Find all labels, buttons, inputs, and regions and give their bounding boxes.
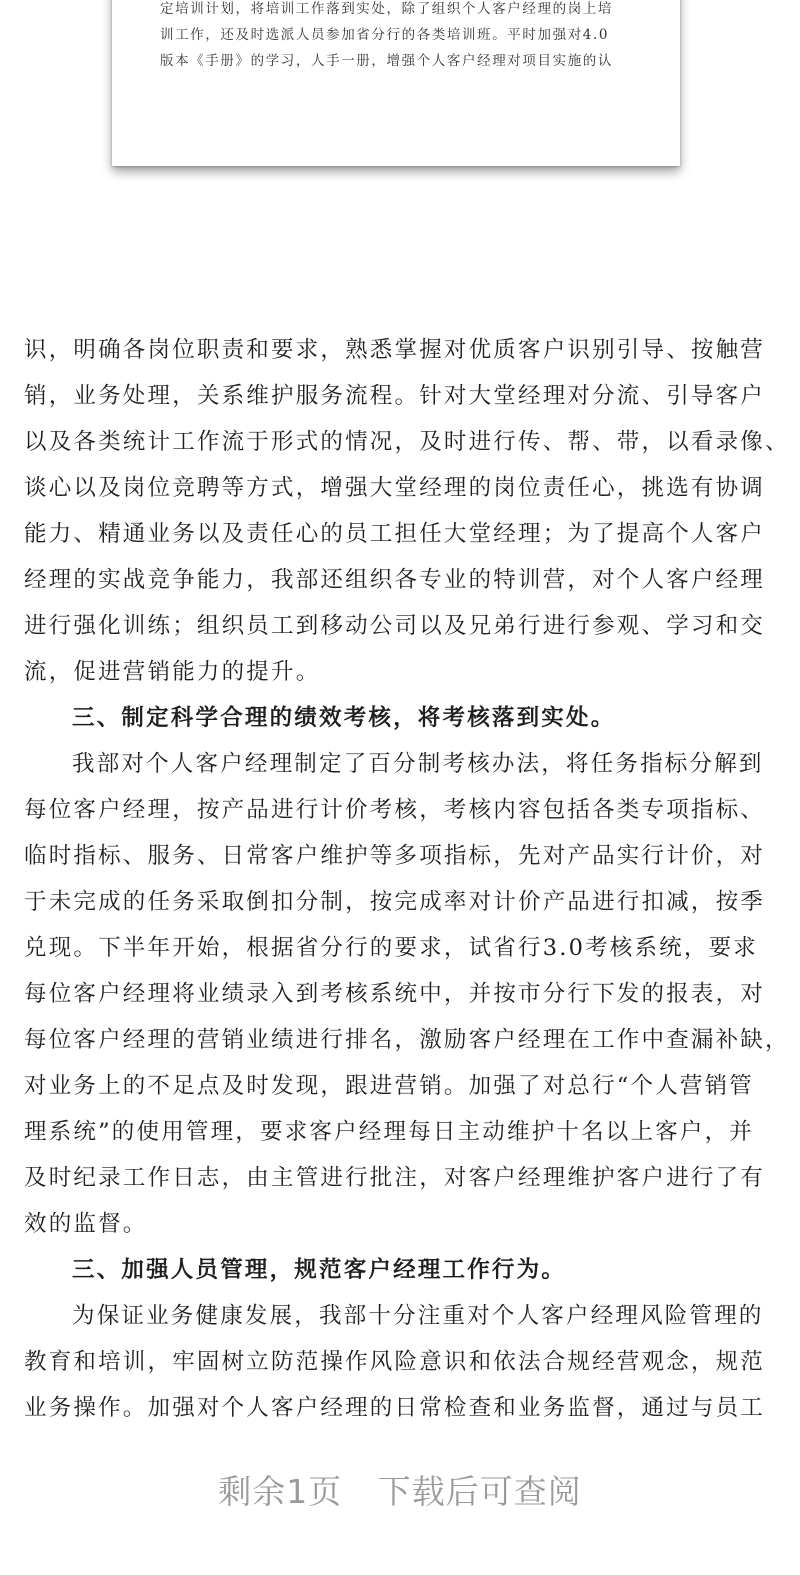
paragraph-line: 业务操作。加强对个人客户经理的日常检查和业务监督，通过与员工 <box>24 1395 766 1421</box>
paragraph-line: 理系统”的使用管理，要求客户经理每日主动维护十名以上客户，并 <box>24 1119 755 1145</box>
section-heading: 三、制定科学合理的绩效考核，将考核落到实处。 <box>72 705 616 731</box>
preview-line: 训工作，还及时选派人员参加省分行的各类培训班。平时加强对4.0 <box>160 27 610 43</box>
paragraph-line: 以及各类统计工作流于形式的情况，及时进行传、帮、带，以看录像、 <box>24 429 790 455</box>
paragraph-line: 于未完成的任务采取倒扣分制，按完成率对计价产品进行扣减，按季 <box>24 889 766 915</box>
paragraph-line: 每位客户经理将业绩录入到考核系统中，并按市分行下发的报表，对 <box>24 981 766 1007</box>
remaining-pages-prompt[interactable] <box>0 1466 800 1513</box>
paragraph-line: 每位客户经理的营销业绩进行排名，激励客户经理在工作中查漏补缺， <box>24 1027 790 1053</box>
preview-line: 版本《手册》的学习，人手一册，增强个人客户经理对项目实施的认 <box>160 53 613 69</box>
paragraph-line: 每位客户经理，按产品进行计价考核，考核内容包括各类专项指标、 <box>24 797 766 823</box>
remaining-pages-label: 剩余1页 <box>218 1472 343 1511</box>
section-heading: 三、加强人员管理，规范客户经理工作行为。 <box>72 1257 567 1283</box>
paragraph-line: 为保证业务健康发展，我部十分注重对个人客户经理风险管理的 <box>72 1303 764 1329</box>
paragraph-line: 进行强化训练；组织员工到移动公司以及兄弟行进行参观、学习和交 <box>24 613 766 639</box>
paragraph-line: 流，促进营销能力的提升。 <box>24 659 321 685</box>
paragraph-line: 销，业务处理，关系维护服务流程。针对大堂经理对分流、引导客户 <box>24 383 766 409</box>
paragraph-line: 谈心以及岗位竞聘等方式，增强大堂经理的岗位责任心，挑选有协调 <box>24 475 766 501</box>
paragraph-line: 能力、精通业务以及责任心的员工担任大堂经理；为了提高个人客户 <box>24 521 766 547</box>
paragraph-line: 及时纪录工作日志，由主管进行批注，对客户经理维护客户进行了有 <box>24 1165 766 1191</box>
paragraph-line: 对业务上的不足点及时发现，跟进营销。加强了对总行“个人营销管 <box>24 1073 755 1099</box>
paragraph-line: 识，明确各岗位职责和要求，熟悉掌握对优质客户识别引导、按触营 <box>24 337 766 363</box>
paragraph-line: 临时指标、服务、日常客户维护等多项指标，先对产品实行计价，对 <box>24 843 766 869</box>
preview-line: 定培训计划，将培训工作落到实处，除了组织个人客户经理的岗上培 <box>160 1 613 17</box>
paragraph-line: 兑现。下半年开始，根据省分行的要求，试省行3.0考核系统，要求 <box>24 935 758 961</box>
paragraph-line: 我部对个人客户经理制定了百分制考核办法，将任务指标分解到 <box>72 751 764 777</box>
paragraph-line: 经理的实战竞争能力，我部还组织各专业的特训营，对个人客户经理 <box>24 567 766 593</box>
preview-page-card <box>112 0 680 166</box>
paragraph-line: 教育和培训，牢固树立防范操作风险意识和依法合规经营观念，规范 <box>24 1349 766 1375</box>
paragraph-line: 效的监督。 <box>24 1211 148 1237</box>
download-to-view-label: 下载后可查阅 <box>377 1472 582 1511</box>
